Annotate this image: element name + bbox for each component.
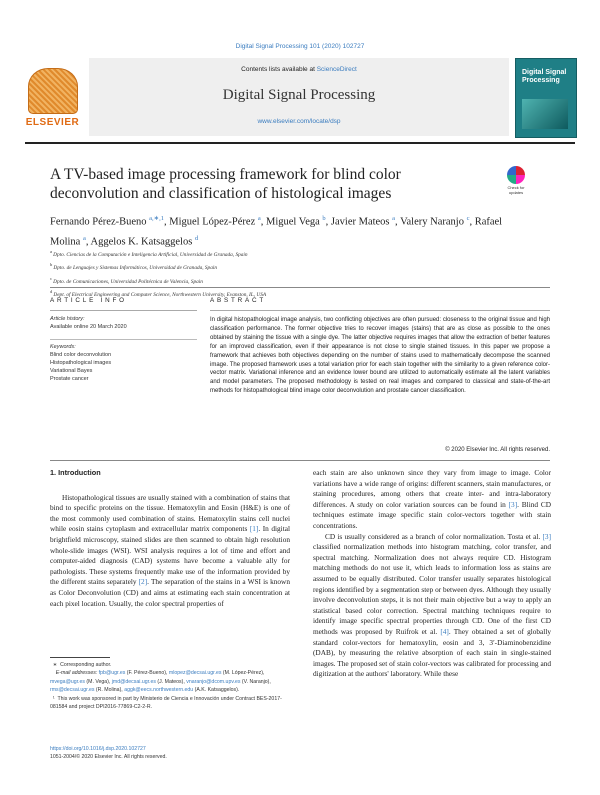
copyright-line: © 2020 Elsevier Inc. All rights reserved. xyxy=(445,447,550,453)
contents-line xyxy=(89,66,509,73)
cover-title: Digital Signal Processing xyxy=(522,69,567,84)
crossmark-badge[interactable] xyxy=(505,166,527,195)
journal-homepage-link[interactable]: www.elsevier.com/locate/dsp xyxy=(257,118,341,125)
footnotes: ∗ Corresponding author. E-mail addresses: fpb@ugr.es (F. Pérez-Bueno), mlopez@decsai.ugr.es (M. López-Pérez), mvega@ugr.es (M. Vega), jmd@decsai.ugr.es (J. Mateos), vnaranjo@dcom.upv.es (V. Naranjo), rms@decsai.ugr.es (R. Molina), aggk@eecs.northwestern.edu (A.K. Katsaggelos). ¹ This work was sponsored in part by Ministerio de Ciencia e Innovación under Contract BES-2017-081584 and project DPI2016-77869-C2-2-R. xyxy=(50,662,282,711)
history-label: Article history: xyxy=(50,316,85,322)
section-divider xyxy=(50,287,550,288)
body-paragraph: CD is usually considered as a branch of color normalization. Tosta et al. [3] classified normalization methods into histogram matching, color transfer, and spectral matching. Normalization does not always require CD. Histogram matching methods do not use it, which leads to information loss as stains are assumed to be equally distributed. Color transfer usually separates histological regions identified by a segmentation step or between dyes. Although they usually involve deconvolution steps, it is not their main objective but a way to apply an statistical based color correction. Spectral matching techniques require to identify image specific spectral properties through CD. One of the first CD methods was proposed by Ruifrok et al. [4]. They obtained a set of globally standard color-vectors for hematoxylin, eosin and 3, 3′-Diaminobenzidine (DAB), by measuring the relative absorption of each stain in single-stained images. The proposed set of stain color-vectors was calibrated for processing and digitization at the authors' laboratory. While these xyxy=(313,531,552,679)
history-text: Available online 20 March 2020 xyxy=(50,324,127,330)
affiliation-list xyxy=(50,247,530,300)
keyword-item: Histopathological images xyxy=(50,360,112,366)
article-meta xyxy=(50,745,290,762)
footnote-divider xyxy=(50,657,110,658)
abstract-divider xyxy=(210,310,550,311)
header-divider xyxy=(25,142,575,144)
affiliation-item: $^a$ Dpto. Ciencias de la Computación e Inteligencia Artificial, Universidad de Granada, Spain xyxy=(50,249,248,258)
article-title: A TV-based image processing framework for blind color deconvolution and classification of histological images xyxy=(50,166,401,202)
author-list: Fernando Pérez-Bueno $^{a,∗,1}$, Miguel López-Pérez $^a$, Miguel Vega $^b$, Javier Mateos $^a$, Valery Naranjo $^c$, Rafael Molina $^a$, Aggelos K. Katsaggelos $^d$ xyxy=(50,215,503,247)
article-info-heading: ARTICLE INFO xyxy=(50,297,127,304)
keywords-block xyxy=(50,343,197,383)
affiliation-item: $^d$ Dept. of Electrical Engineering and Computer Science, Northwestern University, Evanston, IL, USA xyxy=(50,288,267,298)
abstract-heading: ABSTRACT xyxy=(210,297,266,304)
journal-title: Digital Signal Processing xyxy=(222,87,376,103)
journal-info-panel xyxy=(89,58,509,136)
journal-header xyxy=(25,58,575,140)
abstract-text: In digital histopathological image analysis, two conflicting objectives are often pursued: closeness to the original tissue and high classification performance. The former objective tries to recover images (stains) that are as close as possible to the ones obtained by staining the tissue with a single dye. The latter objective requires images that allow the extraction of better features for an improved classification, even if their appearance is not close to single stained tissues. In this paper we propose a framework that achieves both objectives depending on the number of stains used to mathematically decompose the scanned image. The proposed framework uses a total variation prior for each stain together with the similarity to a given reference color-vector matrix. Variational inference and an evidence lower bound are utilized to automatically estimate all the latent variables and model parameters. The proposed methodology is tested on real images and compared to classical and state-of-the-art methods for histopathological blind image color deconvolution and prostate cancer classification. xyxy=(210,317,550,395)
body-paragraph: each stain are also unknown since they vary from image to image. Color variations have a wide range of origins: different scanners, stain manufactures, or staining procedures, among others that create inter- and intra-laboratory differences. A study on color variation sources can be found in [3]. Blind CD techniques estimate image specific stain color-vectors together with stain concentrations. xyxy=(313,468,552,530)
publisher-name: ELSEVIER xyxy=(25,117,80,128)
elsevier-tree-icon xyxy=(28,68,78,114)
affiliation-item: $^b$ Dpto. de Lenguajes y Sistemas Informáticos, Universidad de Granada, Spain xyxy=(50,262,217,272)
right-column xyxy=(313,468,551,680)
journal-reference[interactable]: Digital Signal Processing 101 (2020) 102727 xyxy=(235,43,365,50)
publisher-logo xyxy=(25,68,80,130)
crossmark-icon xyxy=(507,166,525,184)
keywords-label: Keywords: xyxy=(50,344,76,350)
body-divider xyxy=(50,460,550,461)
article-history xyxy=(50,315,197,331)
introduction-heading: 1. Introduction xyxy=(50,468,101,477)
contents-prefix: Contents lists available at xyxy=(241,66,315,73)
issn-line: 1051-2004/© 2020 Elsevier Inc. All rights reserved. xyxy=(50,754,167,761)
crossmark-label: Check for updates xyxy=(507,185,525,195)
journal-cover xyxy=(515,58,577,138)
keyword-item: Variational Bayes xyxy=(50,368,93,374)
keyword-item: Blind color deconvolution xyxy=(50,352,112,358)
sciencedirect-link[interactable]: ScienceDirect xyxy=(316,66,357,73)
keywords-divider xyxy=(50,339,197,340)
doi-link[interactable]: https://doi.org/10.1016/j.dsp.2020.102727 xyxy=(50,746,146,752)
keyword-item: Prostate cancer xyxy=(50,376,89,382)
article-info-divider xyxy=(50,310,197,311)
left-column xyxy=(50,468,290,609)
body-paragraph: Histopathological tissues are usually stained with a combination of stains that bind to specific proteins on the tissue. Hematoxylin and Eosin (H&E) is one of the most commonly used combination of stains. Hematoxylin stains cell nuclei while eosin stains cytoplasm and extracellular matrix components [1]. In digital brightfield microscopy, stained slides are then scanned to obtain high resolution whole-slide images (WSI). WSI analysis requires a lot of time and effort and computer-aided diagnosis (CAD) systems have become a valuable ally for pathologists. These systems frequently make use of the information provided by the different stains separately [2]. The separation of the stains in a WSI is known as Color Deconvolution (CD) and aims at estimating each stain concentration at each pixel location. Usually, the color spectral properties of xyxy=(50,492,290,608)
cover-image xyxy=(522,99,568,129)
affiliation-item: $^c$ Dpto. de Comunicaciones, Universidad Politécnica de Valencia, Spain xyxy=(50,275,203,285)
